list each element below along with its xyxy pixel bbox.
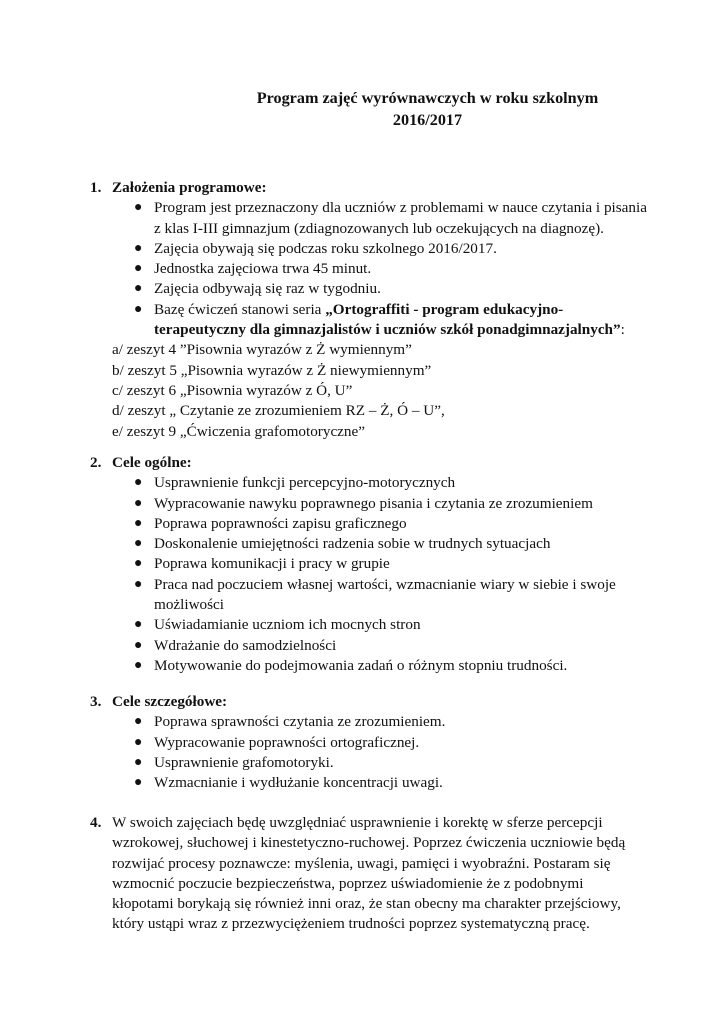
- bullet-icon: ●: [134, 714, 143, 730]
- section-heading-text: Cele ogólne:: [112, 454, 192, 471]
- bullet-icon: ●: [134, 775, 143, 791]
- title-line-1: Program zajęć wyrównawczych w roku szkolnym: [256, 89, 599, 107]
- bullet-icon: ●: [134, 637, 143, 653]
- list-item: ● Poprawa sprawności czytania ze zrozumieniem.: [90, 712, 650, 732]
- section-number: 2.: [90, 454, 102, 471]
- section-methods: [90, 813, 635, 935]
- list-item: ● Usprawnienie funkcji percepcyjno-motorycznych: [90, 473, 650, 493]
- list-item: ● Praca nad poczuciem własnej wartości, wzmacnianie wiary w siebie i swoje możliwości: [134, 575, 616, 614]
- list-item: ● Poprawa poprawności zapisu graficznego: [90, 514, 650, 534]
- list-item: ● Program jest przeznaczony dla uczniów z problemami w nauce czytania i pisania z klas I-III gimnazjum (zdiagnozowanych lub oczekujących na diagnozę).: [134, 199, 647, 237]
- paragraph-text: W swoich zajęciach będę uwzględniać usprawnienie i korektę w sferze percepcji wzrokowej, słuchowej i kinestetyczno-ruchowej. Poprzez ćwiczenia uczniowie będą rozwijać procesy poznawcze: myślenia, uwagi, pamięci i wyobraźni. Postaram się wzmocnić poczucie bezpieczeństwa, poprzez uświadomienie że z podobnymi kłopotami borykają się również inni oraz, że stan obecny ma charakter przejściowy, który ustąpi wraz z przezwyciężeniem trudności poprzez systematyczną pracę.: [112, 814, 626, 933]
- bullet-icon: ●: [134, 556, 143, 572]
- list-item: ● Doskonalenie umiejętności radzenia sobie w trudnych sytuacjach: [90, 534, 650, 554]
- list-item: ● Uświadamianie uczniom ich mocnych stron: [90, 615, 650, 635]
- bullet-icon: ●: [134, 617, 143, 633]
- bullet-icon: ●: [134, 536, 143, 552]
- notebook-item: c/ zeszyt 6 „Pisownia wyrazów z Ó, U”: [112, 381, 353, 399]
- section-assumptions: [90, 178, 650, 442]
- section-heading: [90, 692, 650, 712]
- bullet-icon: ●: [134, 200, 143, 216]
- bullet-icon: ●: [134, 657, 143, 673]
- bullet-icon: ●: [134, 301, 143, 317]
- specific-goals-list: [90, 712, 650, 793]
- general-goals-list: [90, 473, 650, 676]
- section-specific-goals: [90, 692, 650, 793]
- section-number: 1.: [90, 179, 102, 196]
- bullet-icon: ●: [134, 475, 143, 491]
- notebook-item: b/ zeszyt 5 „Pisownia wyrazów z Ż niewymiennym”: [112, 361, 432, 379]
- section-heading: [90, 453, 650, 473]
- bullet-icon: ●: [134, 754, 143, 770]
- title-line-2: 2016/2017: [392, 111, 463, 129]
- methods-paragraph: [90, 813, 635, 935]
- bullet-icon: ●: [134, 734, 143, 750]
- document-title: [0, 87, 725, 131]
- list-item: ● Wypracowanie poprawności ortograficznej.: [90, 733, 650, 753]
- notebook-list: [90, 340, 650, 441]
- list-item: ● Bazę ćwiczeń stanowi seria „Ortograffiti - program edukacyjno-terapeutyczny dla gimnazjalistów i uczniów szkół ponadgimnazjalnych”:: [134, 300, 625, 339]
- list-item: ● Usprawnienie grafomotoryki.: [90, 753, 650, 773]
- bullet-icon: ●: [134, 515, 143, 531]
- section-heading: [90, 178, 650, 198]
- notebook-item: d/ zeszyt „ Czytanie ze zrozumieniem RZ – Ż, Ó – U”,: [112, 402, 445, 420]
- bullet-icon: ●: [134, 240, 143, 256]
- list-item: ● Zajęcia obywają się podczas roku szkolnego 2016/2017.: [90, 239, 650, 259]
- list-item: ● Wdrażanie do samodzielności: [90, 636, 650, 656]
- notebook-item: a/ zeszyt 4 ”Pisownia wyrazów z Ż wymiennym”: [112, 341, 412, 359]
- bullet-icon: ●: [134, 495, 143, 511]
- section-number: 3.: [90, 693, 102, 710]
- notebook-item: e/ zeszyt 9 „Ćwiczenia grafomotoryczne”: [112, 422, 365, 440]
- section-heading-text: Założenia programowe:: [112, 179, 267, 196]
- section-general-goals: [90, 453, 650, 676]
- list-item: ● Jednostka zajęciowa trwa 45 minut.: [90, 259, 650, 279]
- section-number: 4.: [90, 814, 102, 831]
- list-item: ● Motywowanie do podejmowania zadań o różnym stopniu trudności.: [90, 656, 650, 676]
- bullet-icon: ●: [134, 576, 143, 592]
- series-title: „Ortograffiti - program edukacyjno-terapeutyczny dla gimnazjalistów i uczniów szkół ponadgimnazjalnych”: [154, 300, 621, 339]
- bullet-icon: ●: [134, 261, 143, 277]
- list-item: ● Wzmacnianie i wydłużanie koncentracji uwagi.: [90, 773, 650, 793]
- section-heading-text: Cele szczegółowe:: [112, 693, 228, 710]
- list-item: ● Zajęcia odbywają się raz w tygodniu.: [90, 279, 650, 299]
- assumptions-list: [90, 198, 650, 340]
- bullet-icon: ●: [134, 281, 143, 297]
- list-item: ● Poprawa komunikacji i pracy w grupie: [90, 554, 650, 574]
- list-item: ● Wypracowanie nawyku poprawnego pisania i czytania ze zrozumieniem: [90, 494, 650, 514]
